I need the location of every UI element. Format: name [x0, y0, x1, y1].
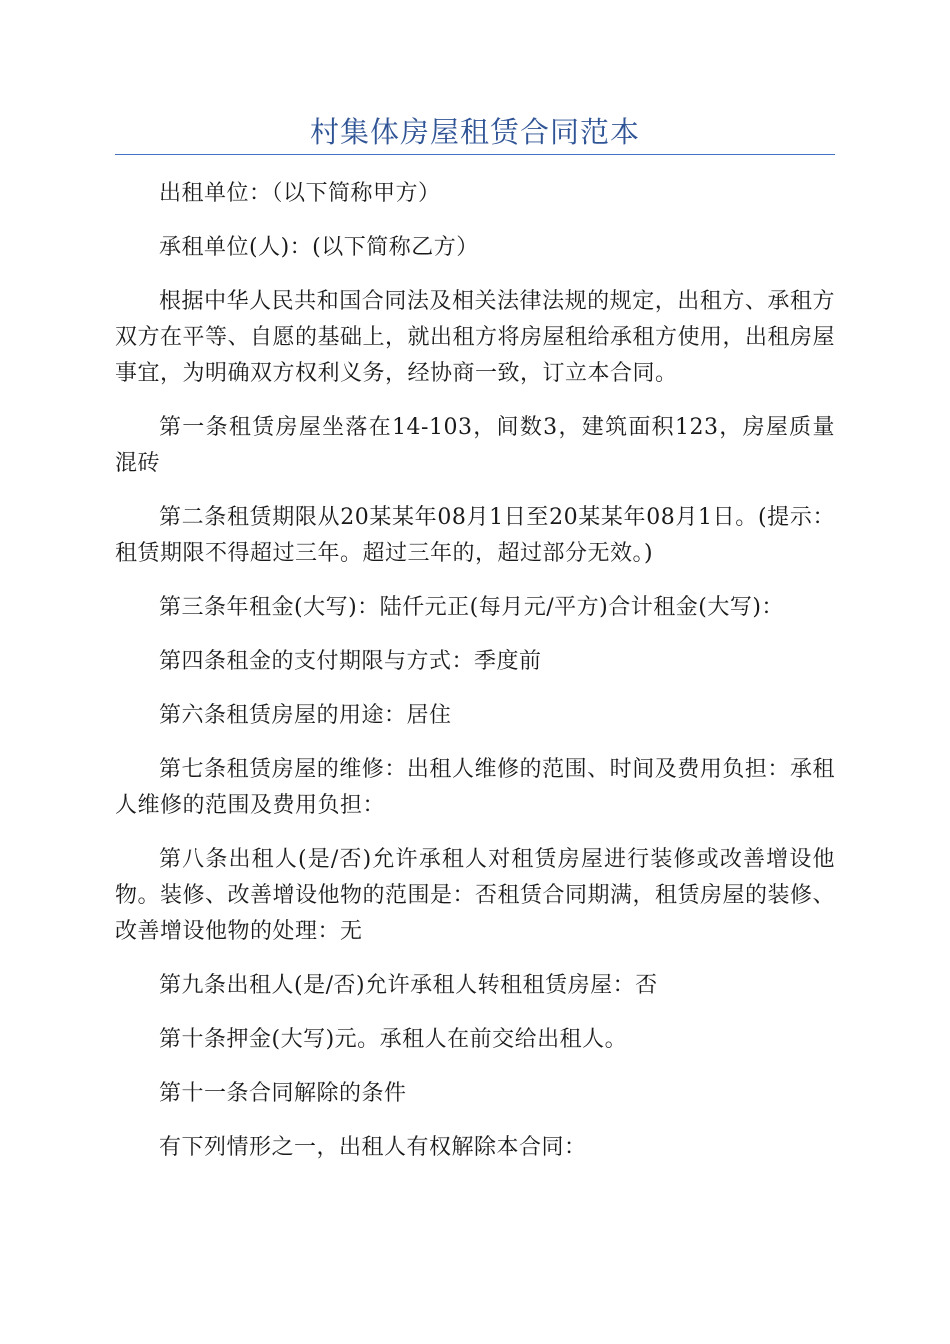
- paragraph-lessor: 出租单位：（以下简称甲方）: [159, 181, 441, 206]
- title-underline: [115, 154, 835, 155]
- paragraph-lessee: 承租单位(人)：(以下简称乙方）: [159, 235, 479, 260]
- paragraph-article-7: 第七条租赁房屋的维修：出租人维修的范围、时间及费用负担：承租人维修的范围及费用负担：: [115, 757, 835, 818]
- paragraph-article-9: 第九条出租人(是/否)允许承租人转租租赁房屋：否: [159, 973, 658, 998]
- paragraph-article-8: 第八条出租人(是/否)允许承租人对租赁房屋进行装修或改善增设他物。装修、改善增设他物的范围是：否租赁合同期满，租赁房屋的装修、改善增设他物的处理：无: [115, 847, 836, 944]
- paragraph-article-4: 第四条租金的支付期限与方式：季度前: [159, 649, 542, 674]
- paragraph-article-2: 第二条租赁期限从20某某年08月1日至20某某年08月1日。(提示：租赁期限不得超过三年。超过三年的，超过部分无效。): [115, 505, 835, 566]
- document-title: 村集体房屋租赁合同范本: [309, 115, 640, 149]
- document-body: [115, 176, 835, 1184]
- paragraph-article-3: 第三条年租金(大写)：陆仟元正(每月元/平方)合计租金(大写)：: [159, 595, 784, 620]
- paragraph-article-6: 第六条租赁房屋的用途：居住: [159, 703, 452, 728]
- paragraph-article-10: 第十条押金(大写)元。承租人在前交给出租人。: [159, 1027, 628, 1052]
- paragraph-article-1: 第一条租赁房屋坐落在14-103，间数3，建筑面积123，房屋质量混砖: [115, 415, 835, 476]
- paragraph-article-11: 第十一条合同解除的条件: [159, 1081, 407, 1106]
- paragraph-termination-intro: 有下列情形之一，出租人有权解除本合同：: [159, 1135, 587, 1160]
- paragraph-preamble: 根据中华人民共和国合同法及相关法律法规的规定，出租方、承租方双方在平等、自愿的基础上，就出租方将房屋租给承租方使用，出租房屋事宜，为明确双方权利义务，经协商一致，订立本合同。: [115, 289, 836, 386]
